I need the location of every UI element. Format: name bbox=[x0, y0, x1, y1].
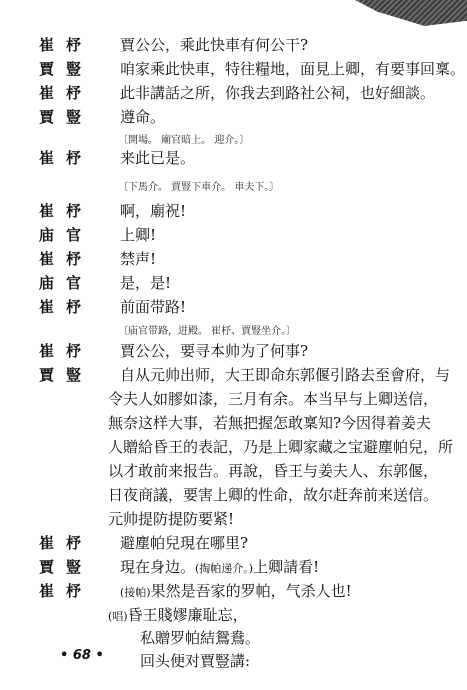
dialogue: 上卿! bbox=[120, 226, 157, 244]
dialogue-continued: 人贈給昏王的表記，乃是上卿家藏之宝避塵帕兒，所 bbox=[108, 438, 454, 456]
page-number: • 68 • bbox=[60, 648, 104, 663]
dialogue-continued: 日夜商議，要害上卿的性命，故尔赶奔前来送信。 bbox=[108, 486, 439, 504]
speaker: 崔杼 bbox=[39, 149, 94, 167]
stage-direction: 〔開場。 廟官暗上。 迎介。〕 bbox=[118, 135, 250, 146]
line-24 bbox=[108, 604, 248, 625]
stage-direction-inline: (掏帕递介。) bbox=[195, 562, 254, 575]
dialogue-continued: 無奈这样大事，若無把握怎敢稟知?今因得着姜夫 bbox=[108, 414, 432, 432]
speaker: 賈豎 bbox=[39, 108, 94, 126]
line-23 bbox=[120, 580, 352, 601]
page-number-value: 68 bbox=[72, 648, 91, 663]
dialogue-continued: 令夫人如膠如漆，三月有余。本当早与上卿送信， bbox=[108, 390, 439, 408]
dialogue: 賈公公，乘此快車有何公干? bbox=[120, 36, 309, 54]
dialogue: 禁声! bbox=[120, 250, 157, 268]
speaker: 崔杼 bbox=[39, 202, 94, 220]
dialogue: 上卿請看! bbox=[253, 558, 320, 576]
dialogue: 前面带路! bbox=[120, 298, 187, 316]
dialogue: 遵命。 bbox=[120, 108, 166, 126]
sung-marker: (唱) bbox=[108, 610, 128, 623]
speaker: 賈豎 bbox=[39, 366, 94, 384]
dialogue: 是，是! bbox=[120, 274, 172, 292]
dialogue: 現在身边。 bbox=[120, 558, 196, 576]
dialogue: 咱家乘此快車，特往糧地，面見上卿，有要事回稟。 bbox=[120, 60, 466, 78]
speaker: 崔杼 bbox=[39, 342, 94, 360]
stage-direction: 〔庙官带路，进殿。 崔杼、賈豎坐介。〕 bbox=[118, 326, 297, 337]
dialogue: 自从元帅出师，大王即命东郭偃引路去至會府，与 bbox=[120, 366, 451, 384]
dialogue: 来此已是。 bbox=[120, 149, 196, 167]
dialogue: 果然是吾家的罗帕，气杀人也! bbox=[150, 582, 352, 600]
speaker: 崔杼 bbox=[39, 250, 94, 268]
verse: 私贈罗帕結鴛鴦。 bbox=[140, 629, 261, 647]
stage-direction: 〔下馬介。 賈豎下車介。 車夫下。〕 bbox=[118, 182, 280, 193]
speaker: 賈豎 bbox=[39, 558, 94, 576]
speaker: 崔杼 bbox=[39, 298, 94, 316]
speaker: 崔杼 bbox=[39, 534, 94, 552]
stage-direction-inline: (接帕) bbox=[120, 586, 151, 599]
speaker: 庙官 bbox=[39, 274, 94, 292]
speaker: 崔杼 bbox=[39, 36, 94, 54]
dialogue: 避塵帕兒現在哪里? bbox=[120, 534, 249, 552]
dialogue-continued: 元帅提防提防要紧! bbox=[108, 510, 235, 528]
dialogue: 此非講話之所，你我去到路社公祠，也好細談。 bbox=[120, 84, 436, 102]
page-corner-shadow bbox=[355, 0, 467, 26]
speaker: 崔杼 bbox=[39, 84, 94, 102]
speaker: 庙官 bbox=[39, 226, 94, 244]
dialogue: 啊，廟祝! bbox=[120, 202, 187, 220]
dialogue-continued: 以才敢前来报告。再說，昏王与姜夫人、东郭偃， bbox=[108, 462, 439, 480]
speaker: 崔杼 bbox=[39, 582, 94, 600]
speaker: 賈豎 bbox=[39, 60, 94, 78]
dialogue: 賈公公，要寻本帅为了何事? bbox=[120, 342, 309, 360]
verse: 昏王賤嫪廉耻忘， bbox=[127, 606, 248, 624]
line-22 bbox=[120, 556, 319, 577]
verse: 回头便对賈豎講: bbox=[140, 652, 251, 670]
